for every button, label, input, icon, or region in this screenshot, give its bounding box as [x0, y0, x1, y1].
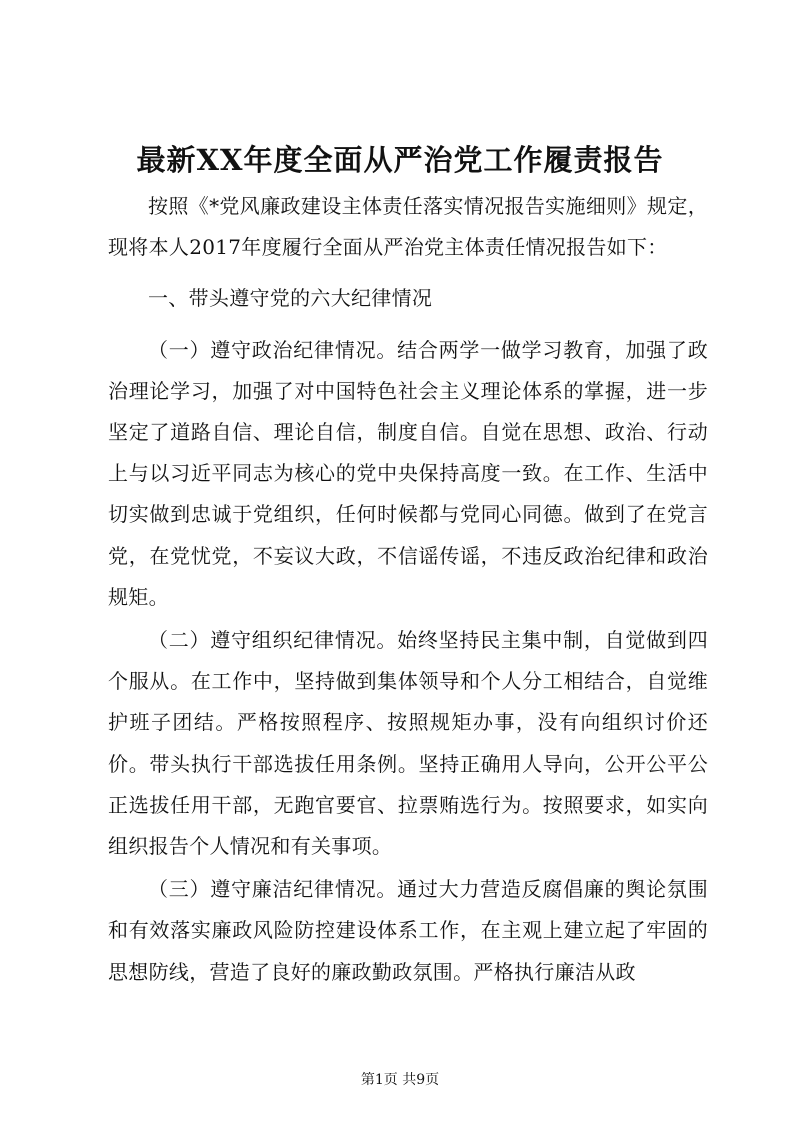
document-body	[108, 186, 708, 993]
page-number-footer: 第1页 共9页	[360, 1072, 440, 1088]
organizational-discipline-paragraph: （二）遵守组织纪律情况。始终坚持民主集中制，自觉做到四个服从。在工作中，坚持做到集体领导和个人分工相结合，自觉维护班子团结。严格按照程序、按照规矩办事，没有向组织讨价还价。带头执行干部选拔任用条例。坚持正确用人导向，公开公平公正选拔任用干部，无跑官要官、拉票贿选行为。按照要求，如实向组织报告个人情况和有关事项。	[108, 628, 708, 859]
section-heading: 一、带头遵守党的六大纪律情况	[148, 286, 433, 311]
intro-paragraph: 按照《*党风廉政建设主体责任落实情况报告实施细则》规定，现将本人2017年度履行全面从严治党主体责任情况报告如下：	[108, 194, 708, 260]
political-discipline-paragraph: （一）遵守政治纪律情况。结合两学一做学习教育，加强了政治理论学习，加强了对中国特色社会主义理论体系的掌握，进一步坚定了道路自信、理论自信，制度自信。自觉在思想、政治、行动上与以习近平同志为核心的党中央保持高度一致。在工作、生活中切实做到忠诚于党组织，任何时候都与党同心同德。做到了在党言党，在党忧党，不妄议大政，不信谣传谣，不违反政治纪律和政治规矩。	[108, 337, 708, 609]
document-title: 最新XX年度全面从严治党工作履责报告	[136, 143, 664, 177]
integrity-discipline-paragraph: （三）遵守廉洁纪律情况。通过大力营造反腐倡廉的舆论氛围和有效落实廉政风险防控建设体系工作，在主观上建立起了牢固的思想防线，营造了良好的廉政勤政氛围。严格执行廉洁从政	[108, 877, 708, 984]
